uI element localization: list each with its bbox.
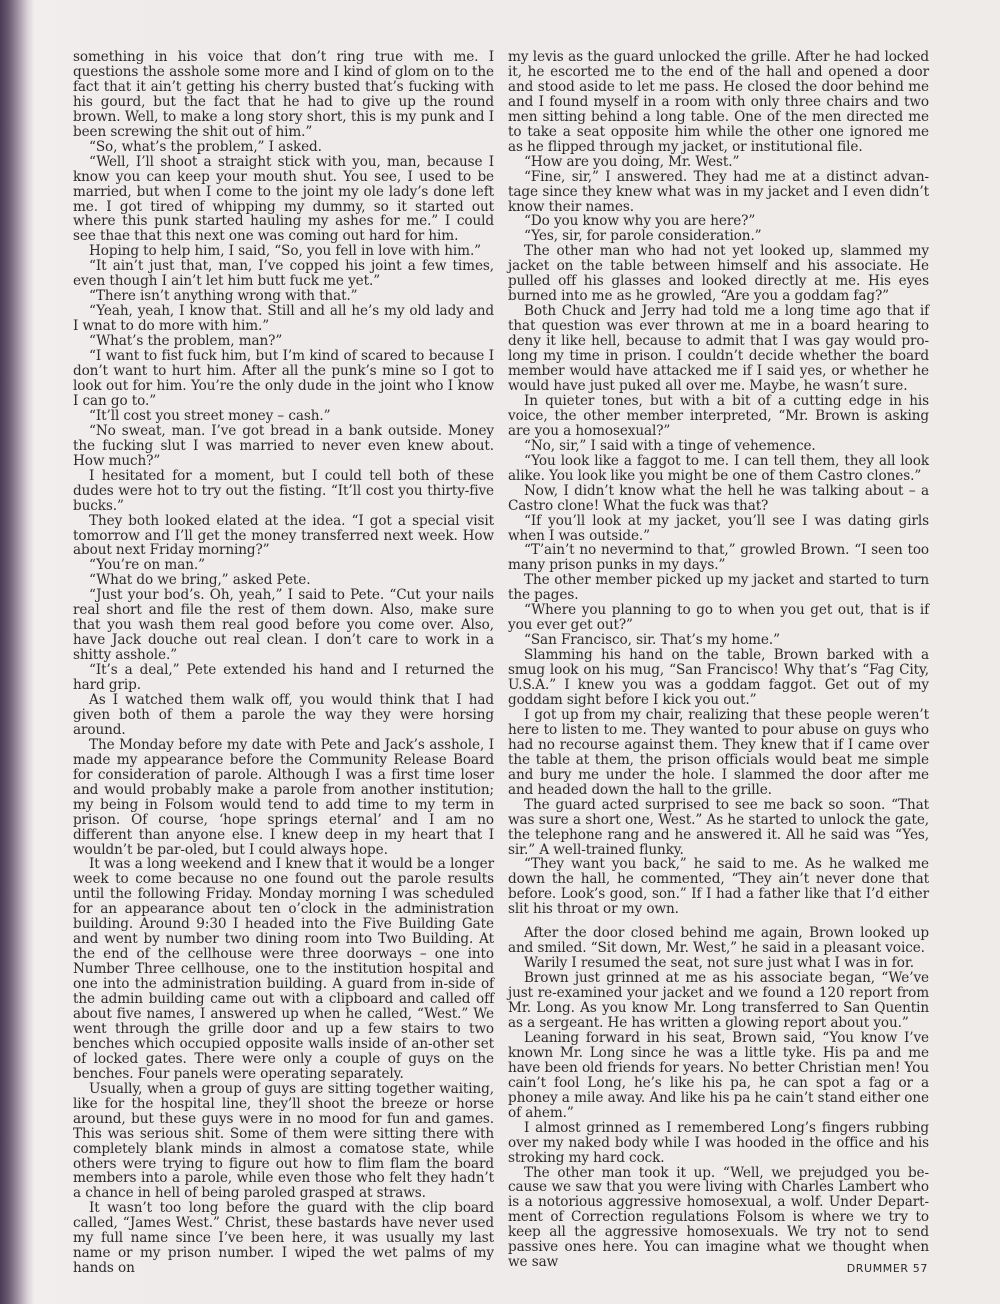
paragraph: The Monday before my date with Pete and Jack’s asshole, I made my appearance before the Community Release Board for consideration of parole. Although I was a first time loser and would probably make a parole from another institution; my being in Folsom would tend to add time to my term in prison. Of course, ‘hope springs eternal’ and I am no different than anyone else. I knew deep in my heart that I wouldn’t be par-oled, but I could always hope. [73,736,494,858]
paragraph: They both looked elated at the idea. “I got a special visit tomorrow and I’ll get the money transferred next week. How about next Friday morning?” [73,512,494,559]
paragraph: “San Francisco, sir. That’s my home.” [524,632,780,649]
paragraph: “Yeah, yeah, I know that. Still and all he’s my old lady and I wnat to do more with him.” [73,303,494,335]
paragraph: The other man took it up. “Well, we prejudged you be-cause we saw that you were living with Charles Lambert who is a notorious aggressive homosexual, a wolf. Under Depart-ment of Correction regulations Folsom is where we try to keep all the aggressive homosexuals. We try not to send passive ones here. You can imagine what we thought when we saw [508,1164,929,1271]
paragraph: “It ain’t just that, man, I’ve copped his joint a few times, even though I ain’t let him butt fuck me yet.” [73,258,494,290]
paragraph: The other member picked up my jacket and started to turn the pages. [508,572,929,604]
paragraph: I hesitated for a moment, but I could tell both of these dudes were hot to try out the fisting. “It’ll cost you thirty-five bucks.” [73,467,494,514]
paragraph: Warily I resumed the seat, not sure just what I was in for. [524,955,914,972]
paragraph: “T’ain’t no nevermind to that,” growled Brown. “I seen too many prison punks in my days.” [508,542,929,574]
paragraph: I got up from my chair, realizing that these people weren’t here to listen to me. They wanted to pour abuse on guys who had no recourse against them. They knew that if I came over the table at them, the prison officials would beat me simple and bury me under the hole. I slammed the door after me and headed down the hall to the grille. [508,706,929,798]
paragraph: “What’s the problem, man?” [89,333,283,350]
page-folio [847,1262,928,1275]
paragraph: “How are you doing, Mr. West.” [524,153,740,170]
left-column [73,50,494,1276]
paragraph: The guard acted surprised to see me back so soon. “That was sure a short one, West.” As he started to unlock the gate, the telephone rang and he answered it. All he said was “Yes, sir.” A well-trained flunky. [508,796,929,858]
page-number: 57 [912,1262,928,1275]
publication-name: DRUMMER [846,1262,909,1275]
paragraph: “Do you know why you are here?” [524,213,756,230]
paragraph: “It’ll cost you street money – cash.” [89,407,331,424]
paragraph: “Yes, sir, for parole consideration.” [524,228,762,245]
paragraph: In quieter tones, but with a bit of a cutting edge in his voice, the other member interpreted, “Mr. Brown is asking are you a homosexual?” [508,392,929,439]
paragraph: “Well, I’ll shoot a straight stick with you, man, because I know you can keep your mouth shut. You see, I used to be married, but when I come to the joint my ole lady’s done left me. I got tired of whipping my dummy, so it started out where this punk started hauling my ashes for me.” I could see thae that this next one was coming out hard for him. [73,153,494,245]
paragraph: The other man who had not yet looked up, slammed my jacket on the table between himself and his associate. He pulled off his glasses and looked directly at me. His eyes burned into me as he growled, “Are you a goddam fag?” [508,243,929,305]
paragraph: I almost grinned as I remembered Long’s fingers rubbing over my naked body while I was hooded in the office and his stroking my hard cock. [508,1119,929,1166]
paragraph: “Just your bod’s. Oh, yeah,” I said to Pete. “Cut your nails real short and file the rest of them down. Also, make sure that you wash them real good before you come over. Also, have Jack douche out real clean. I don’t care to work in a shitty asshole.” [73,587,494,664]
binding-shadow [0,0,34,1304]
paragraph: “Where you planning to go to when you get out, that is if you ever get out?” [508,602,929,634]
paragraph: “So, what’s the problem,” I asked. [89,138,322,155]
paragraph: It wasn’t too long before the guard with the clip board called, “James West.” Christ, these bastards have never used my full name since I’ve been here, it was usually my last name or my prison number. I wiped the wet palms of my hands on [73,1200,494,1277]
paragraph: “I want to fist fuck him, but I’m kind of scared to because I don’t want to hurt him. After all the punk’s mine so I got to look out for him. You’re the only dude in the joint who I know I can go to.” [73,348,494,409]
paragraph: “There isn’t anything wrong with that.” [89,288,358,305]
paragraph: As I watched them walk off, you would think that I had given both of them a parole the way they were horsing around. [73,691,494,738]
paragraph: Now, I didn’t know what the hell he was talking about – a Castro clone! What the fuck was that? [508,482,929,514]
paragraph: my levis as the guard unlocked the grille. After he had locked it, he escorted me to the end of the hall and opened a door and stood aside to let me pass. He closed the door behind me and I found myself in a room with only three chairs and two men sitting behind a long table. One of the men directed me to take a seat opposite him while the other one ignored me as he flipped through my jacket, or institutional file. [508,49,929,155]
paragraph: “No, sir,” I said with a tinge of vehemence. [524,437,816,454]
paragraph: “If you’ll look at my jacket, you’ll see I was dating girls when I was outside.” [508,512,929,544]
paragraph: “No sweat, man. I’ve got bread in a bank outside. Money the fucking slut I was married to never even knew about. How much?” [73,422,494,469]
paragraph: “It’s a deal,” Pete extended his hand and I returned the hard grip. [73,662,494,694]
paragraph: “What do we bring,” asked Pete. [89,572,311,589]
paragraph: “You’re on man.” [89,557,205,574]
paragraph: Leaning forward in his seat, Brown said, “You know I’ve known Mr. Long since he was a little tyke. His pa and me have been old friends for years. No better Christian men! You cain’t fool Long, he’s like his pa, he can spot a fag or a phoney a mile away. And like his pa he cain’t stand either one of ahem.” [508,1029,929,1121]
paragraph: It was a long weekend and I knew that it would be a longer week to come because no one found out the parole results until the following Friday. Monday morning I was scheduled for an appearance about ten o’clock in the administration building. Around 9:30 I headed into the Five Building Gate and went by number two dining room into Two Building. At the end of the cellhouse were three doorways – one into Number Three cellhouse, one to the institution hospital and one into the administration building. A guard from in-side of the admin building came out with a clipboard and called off about five names, I answered up when he called, “West.” We went through the grille door and up a few stairs to two benches which occupied opposite walls inside of an-other set of locked gates. There were only a couple of guys on the benches. Four panels were operating separately. [73,856,494,1082]
right-column [508,50,929,1270]
paragraph: “They want you back,” he said to me. As he walked me down the hall, he commented, “They ain’t never done that before. Look’s good, son.” If I had a father like that I’d either slit his throat or my own. [508,856,929,918]
paragraph: Both Chuck and Jerry had told me a long time ago that if that question was ever thrown at me in a board hearing to deny it like hell, because to admit that I was gay would pro-long my time in prison. I couldn’t decide whether the board member would have attacked me if I said yes, or whether he would have just puked all over me. Maybe, he wasn’t sure. [508,303,929,394]
paragraph: Slamming his hand on the table, Brown barked with a smug look on his mug, “San Francisco! Why that’s “Fag City, U.S.A.” I knew you was a goddam faggot. Get out of my goddam sight before I kick you out.” [508,647,929,708]
paragraph: Usually, when a group of guys are sitting together waiting, like for the hospital line, they’ll shoot the breeze or horse around, but these guys were in no mood for fun and games. This was serious shit. Some of them were sitting there with completely blank minds in almost a comatose state, while others were trying to figure out how to flim flam the board members into a parole, while even those who felt they hadn’t a chance in hell of being paroled grasped at straws. [73,1080,494,1202]
paragraph: After the door closed behind me again, Brown looked up and smiled. “Sit down, Mr. West,” he said in a pleasant voice. [508,925,929,957]
paragraph: Brown just grinned at me as his associate began, “We’ve just re-examined your jacket and we found a 120 report from Mr. Long. As you know Mr. Long transferred to San Quentin as a sergeant. He has written a glowing report about you.” [508,970,929,1031]
paragraph: “You look like a faggot to me. I can tell them, they all look alike. You look like you might be one of them Castro clones.” [508,452,929,484]
paragraph: “Fine, sir,” I answered. They had me at a distinct advan-tage since they knew what was in my jacket and I even didn’t know their names. [508,168,929,215]
paragraph: something in his voice that don’t ring true with me. I questions the asshole some more and I kind of glom on to the fact that it ain’t getting his cherry busted that’s fucking with his gourd, but the fact that he had to give up the round brown. Well, to make a long story short, this is my punk and I been screwing the shit out of him.” [73,49,494,140]
paragraph: Hoping to help him, I said, “So, you fell in love with him.” [89,243,482,260]
